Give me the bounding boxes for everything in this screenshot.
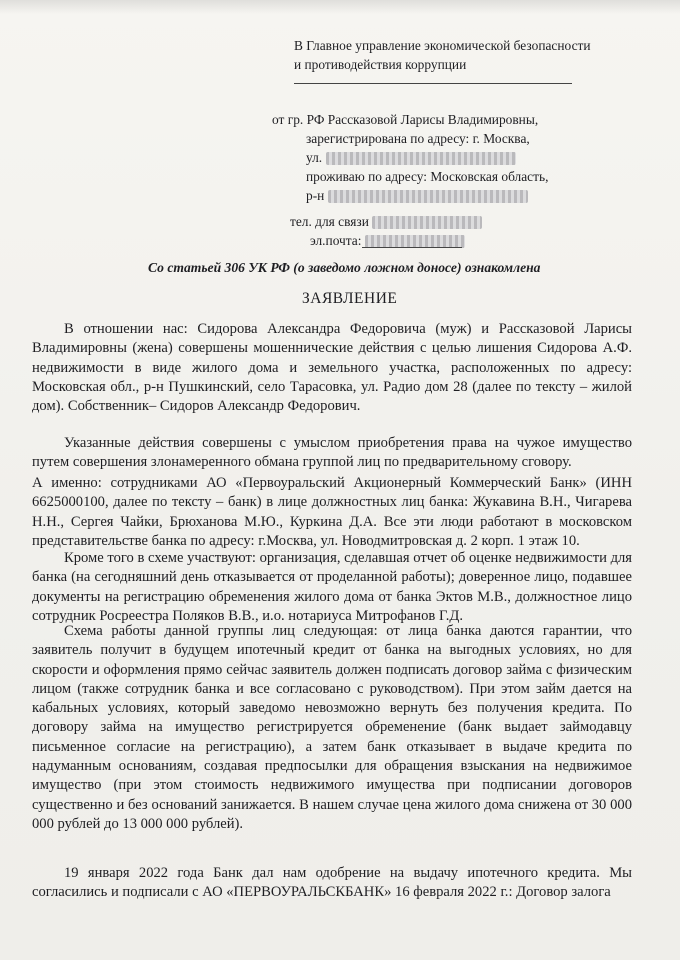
document-title: ЗАЯВЛЕНИЕ — [302, 290, 398, 307]
scan-shadow — [0, 0, 680, 14]
paragraph-4-text: Кроме того в схеме участвуют: организация, сделавшая отчет об оценке недвижимости для банка (на сегодняшний день отказывается от проделанной работы); доверенное лицо, подавшее документы на регистрацию обременения жилого дома от банка Эктов М.В., должностное лицо сотрудник Росреестра Поляков В.В., и.о. нотариуса Митрофанов Г.Д. — [32, 550, 632, 624]
from-line: от гр. РФ Рассказовой Ларисы Владимировны, — [272, 112, 539, 127]
redacted-phone — [372, 216, 482, 229]
phone-line — [290, 212, 482, 231]
paragraph-6 — [32, 864, 632, 903]
residence-line: проживаю по адресу: Московская область, — [306, 169, 549, 184]
phone-label: тел. для связи — [290, 214, 369, 229]
paragraph-4 — [32, 549, 632, 626]
addressee-underline — [294, 83, 572, 84]
paragraph-3-text: А именно: сотрудниками АО «Первоуральский Акционерный Коммерческий Банк» (ИНН 6625000100, далее по тексту – банк) в лице должностных лиц банка: Жукавина В.Н., Чигарева Н.Н., Сергея Чайки, Брюханова М.Ю., Куркина Д.А. Все эти люди работают в московском представительстве банка по адресу: г.Москва, ул. Новодмитровская д. 2 корп. 1 этаж 10. — [32, 475, 632, 549]
email-label: эл.почта: — [310, 233, 362, 248]
paragraph-1 — [32, 320, 632, 416]
redacted-street — [326, 152, 516, 165]
street-prefix: ул. — [306, 150, 323, 165]
paragraph-6-text: 19 января 2022 года Банк дал нам одобрение на выдачу ипотечного кредита. Мы согласились и подписали с АО «ПЕРВОУРАЛЬСКБАНК» 16 февраля 2022 г.: Договор залога — [32, 865, 632, 901]
district-line — [306, 186, 528, 205]
redacted-district — [328, 190, 528, 203]
registered-address-line: зарегистрирована по адресу: г. Москва, — [306, 131, 530, 146]
paragraph-2 — [32, 434, 632, 473]
perjury-notice: Со статьей 306 УК РФ (о заведомо ложном доносе) ознакомлена — [148, 260, 541, 275]
addressee-line-2: и противодействия коррупции — [294, 57, 467, 72]
addressee-line-1: В Главное управление экономической безопасности — [294, 38, 591, 53]
paragraph-5-text: Схема работы данной группы лиц следующая: от лица банка даются гарантии, что заявитель получит в будущем ипотечный кредит от банка на выгодных условиях, но для скорости и оформления прямо сейчас заявитель должен подписать договор займа с физическим лицом (также сотрудник банка и все согласовано с руководством). При этом займ дается на кабальных условиях, который заведомо невозможно вернуть без получения кредита. По договору займа на имущество регистрируется обременение (банк выдает займодавцу письменное согласие на регистрацию), а затем банк отказывает в выдаче кредита по надуманным основаниям, создавая предпосылки для обращения взыскания на недвижимое имущество (при этом стоимость недвижимого имущества при подписании договоров существенно и без оснований занижается. В нашем случае цена жилого дома снижена от 30 000 000 рублей до 13 000 000 рублей). — [32, 623, 632, 832]
street-line — [306, 148, 516, 167]
paragraph-3 — [32, 474, 632, 551]
paragraph-2-text: Указанные действия совершены с умыслом приобретения права на чужое имущество путем совершения злонамеренного обмана группой лиц по предварительному сговору. — [32, 435, 632, 471]
paragraph-5 — [32, 622, 632, 834]
paragraph-1-text: В отношении нас: Сидорова Александра Федоровича (муж) и Рассказовой Ларисы Владимировны (жена) совершены мошеннические действия с целью лишения Сидорова А.Ф. недвижимости в виде жилого дома и земельного участка, расположенных по адресу: Московская обл., р-н Пушкинский, село Тарасовка, ул. Радио дом 28 (далее по тексту – жилой дом). Собственник– Сидоров Александр Федорович. — [32, 321, 632, 415]
district-prefix: р-н — [306, 188, 325, 203]
email-underline — [362, 247, 462, 248]
